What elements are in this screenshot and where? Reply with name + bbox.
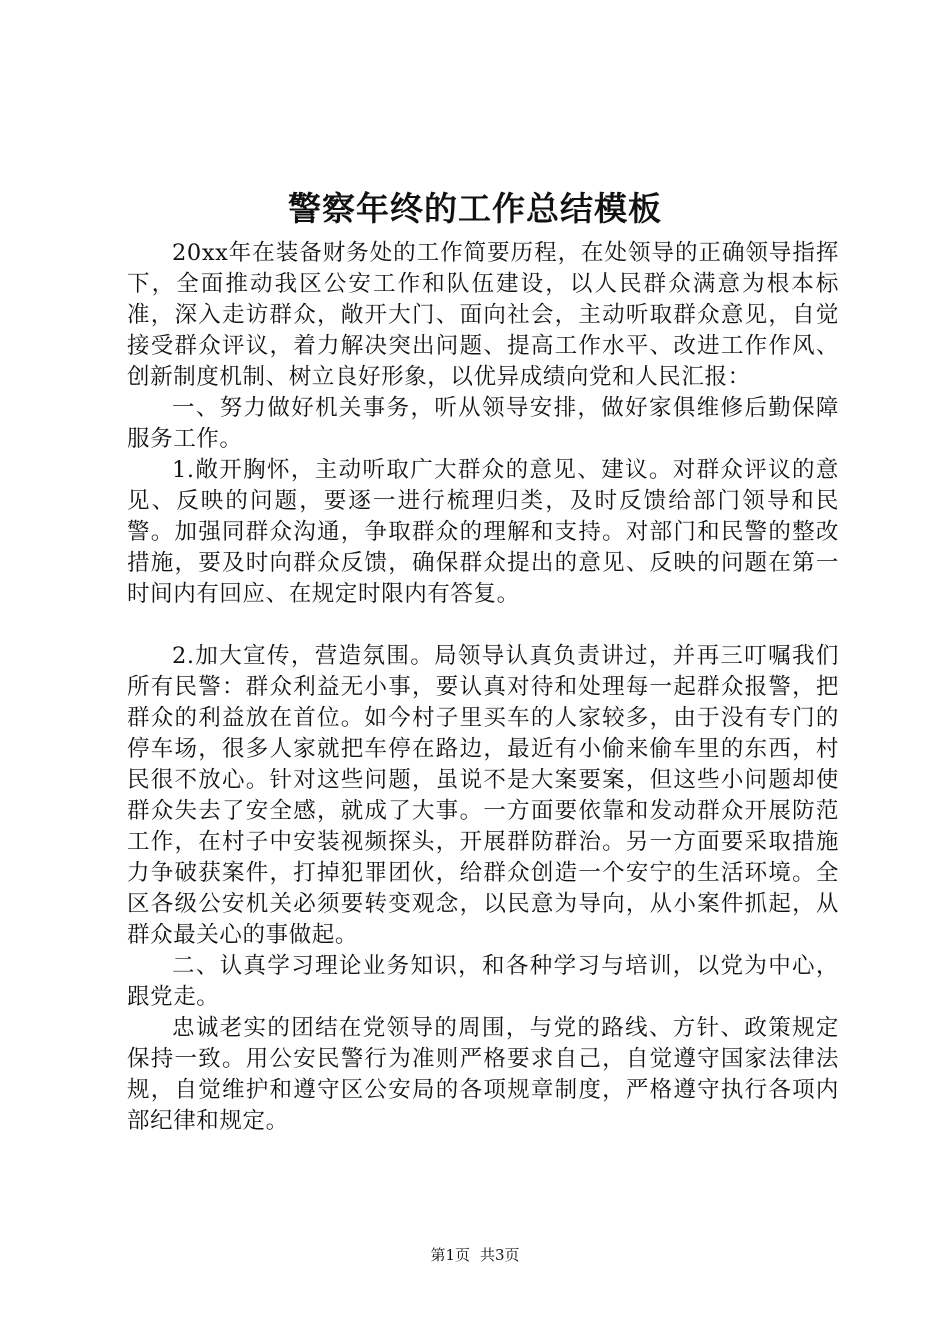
paragraph-section-2: 二、认真学习理论业务知识，和各种学习与培训，以党为中心，跟党走。 — [127, 953, 839, 1010]
paragraph-loyalty: 忠诚老实的团结在党领导的周围，与党的路线、方针、政策规定保持一致。用公安民警行为准则严格要求自己，自觉遵守国家法律法规，自觉维护和遵守区公安局的各项规章制度，严格遵守执行各项内部纪律和规定。 — [127, 1015, 839, 1134]
page-footer — [0, 1245, 950, 1265]
paragraph-item-1: 1.敞开胸怀，主动听取广大群众的意见、建议。对群众评议的意见、反映的问题，要逐一进行梳理归类，及时反馈给部门领导和民警。加强同群众沟通，争取群众的理解和支持。对部门和民警的整改措施，要及时向群众反馈，确保群众提出的意见、反映的问题在第一时间内有回应、在规定时限内有答复。 — [127, 457, 839, 607]
document-body — [127, 238, 839, 1137]
document-title: 警察年终的工作总结模板 — [288, 189, 662, 228]
paragraph-section-1: 一、努力做好机关事务，听从领导安排，做好家俱维修后勤保障服务工作。 — [127, 395, 839, 452]
paragraph-intro: 20xx年在装备财务处的工作简要历程，在处领导的正确领导指挥下，全面推动我区公安工作和队伍建设，以人民群众满意为根本标准，深入走访群众，敞开大门、面向社会，主动听取群众意见，自觉接受群众评议，着力解决突出问题、提高工作水平、改进工作作风、创新制度机制、树立良好形象，以优异成绩向党和人民汇报： — [127, 240, 839, 390]
page-number-total: 共3页 — [480, 1246, 520, 1264]
page-number-current: 第1页 — [430, 1246, 470, 1264]
paragraph-item-2: 2.加大宣传，营造氛围。局领导认真负责讲过，并再三叮嘱我们所有民警：群众利益无小事，要认真对待和处理每一起群众报警，把群众的利益放在首位。如今村子里买车的人家较多，由于没有专门的停车场，很多人家就把车停在路边，最近有小偷来偷车里的东西，村民很不放心。针对这些问题，虽说不是大案要案，但这些小问题却使群众失去了安全感，就成了大事。一方面要依靠和发动群众开展防范工作，在村子中安装视频探头，开展群防群治。另一方面要采取措施力争破获案件，打掉犯罪团伙，给群众创造一个安宁的生活环境。全区各级公安机关必须要转变观念，以民意为导向，从小案件抓起，从群众最关心的事做起。 — [127, 643, 839, 948]
